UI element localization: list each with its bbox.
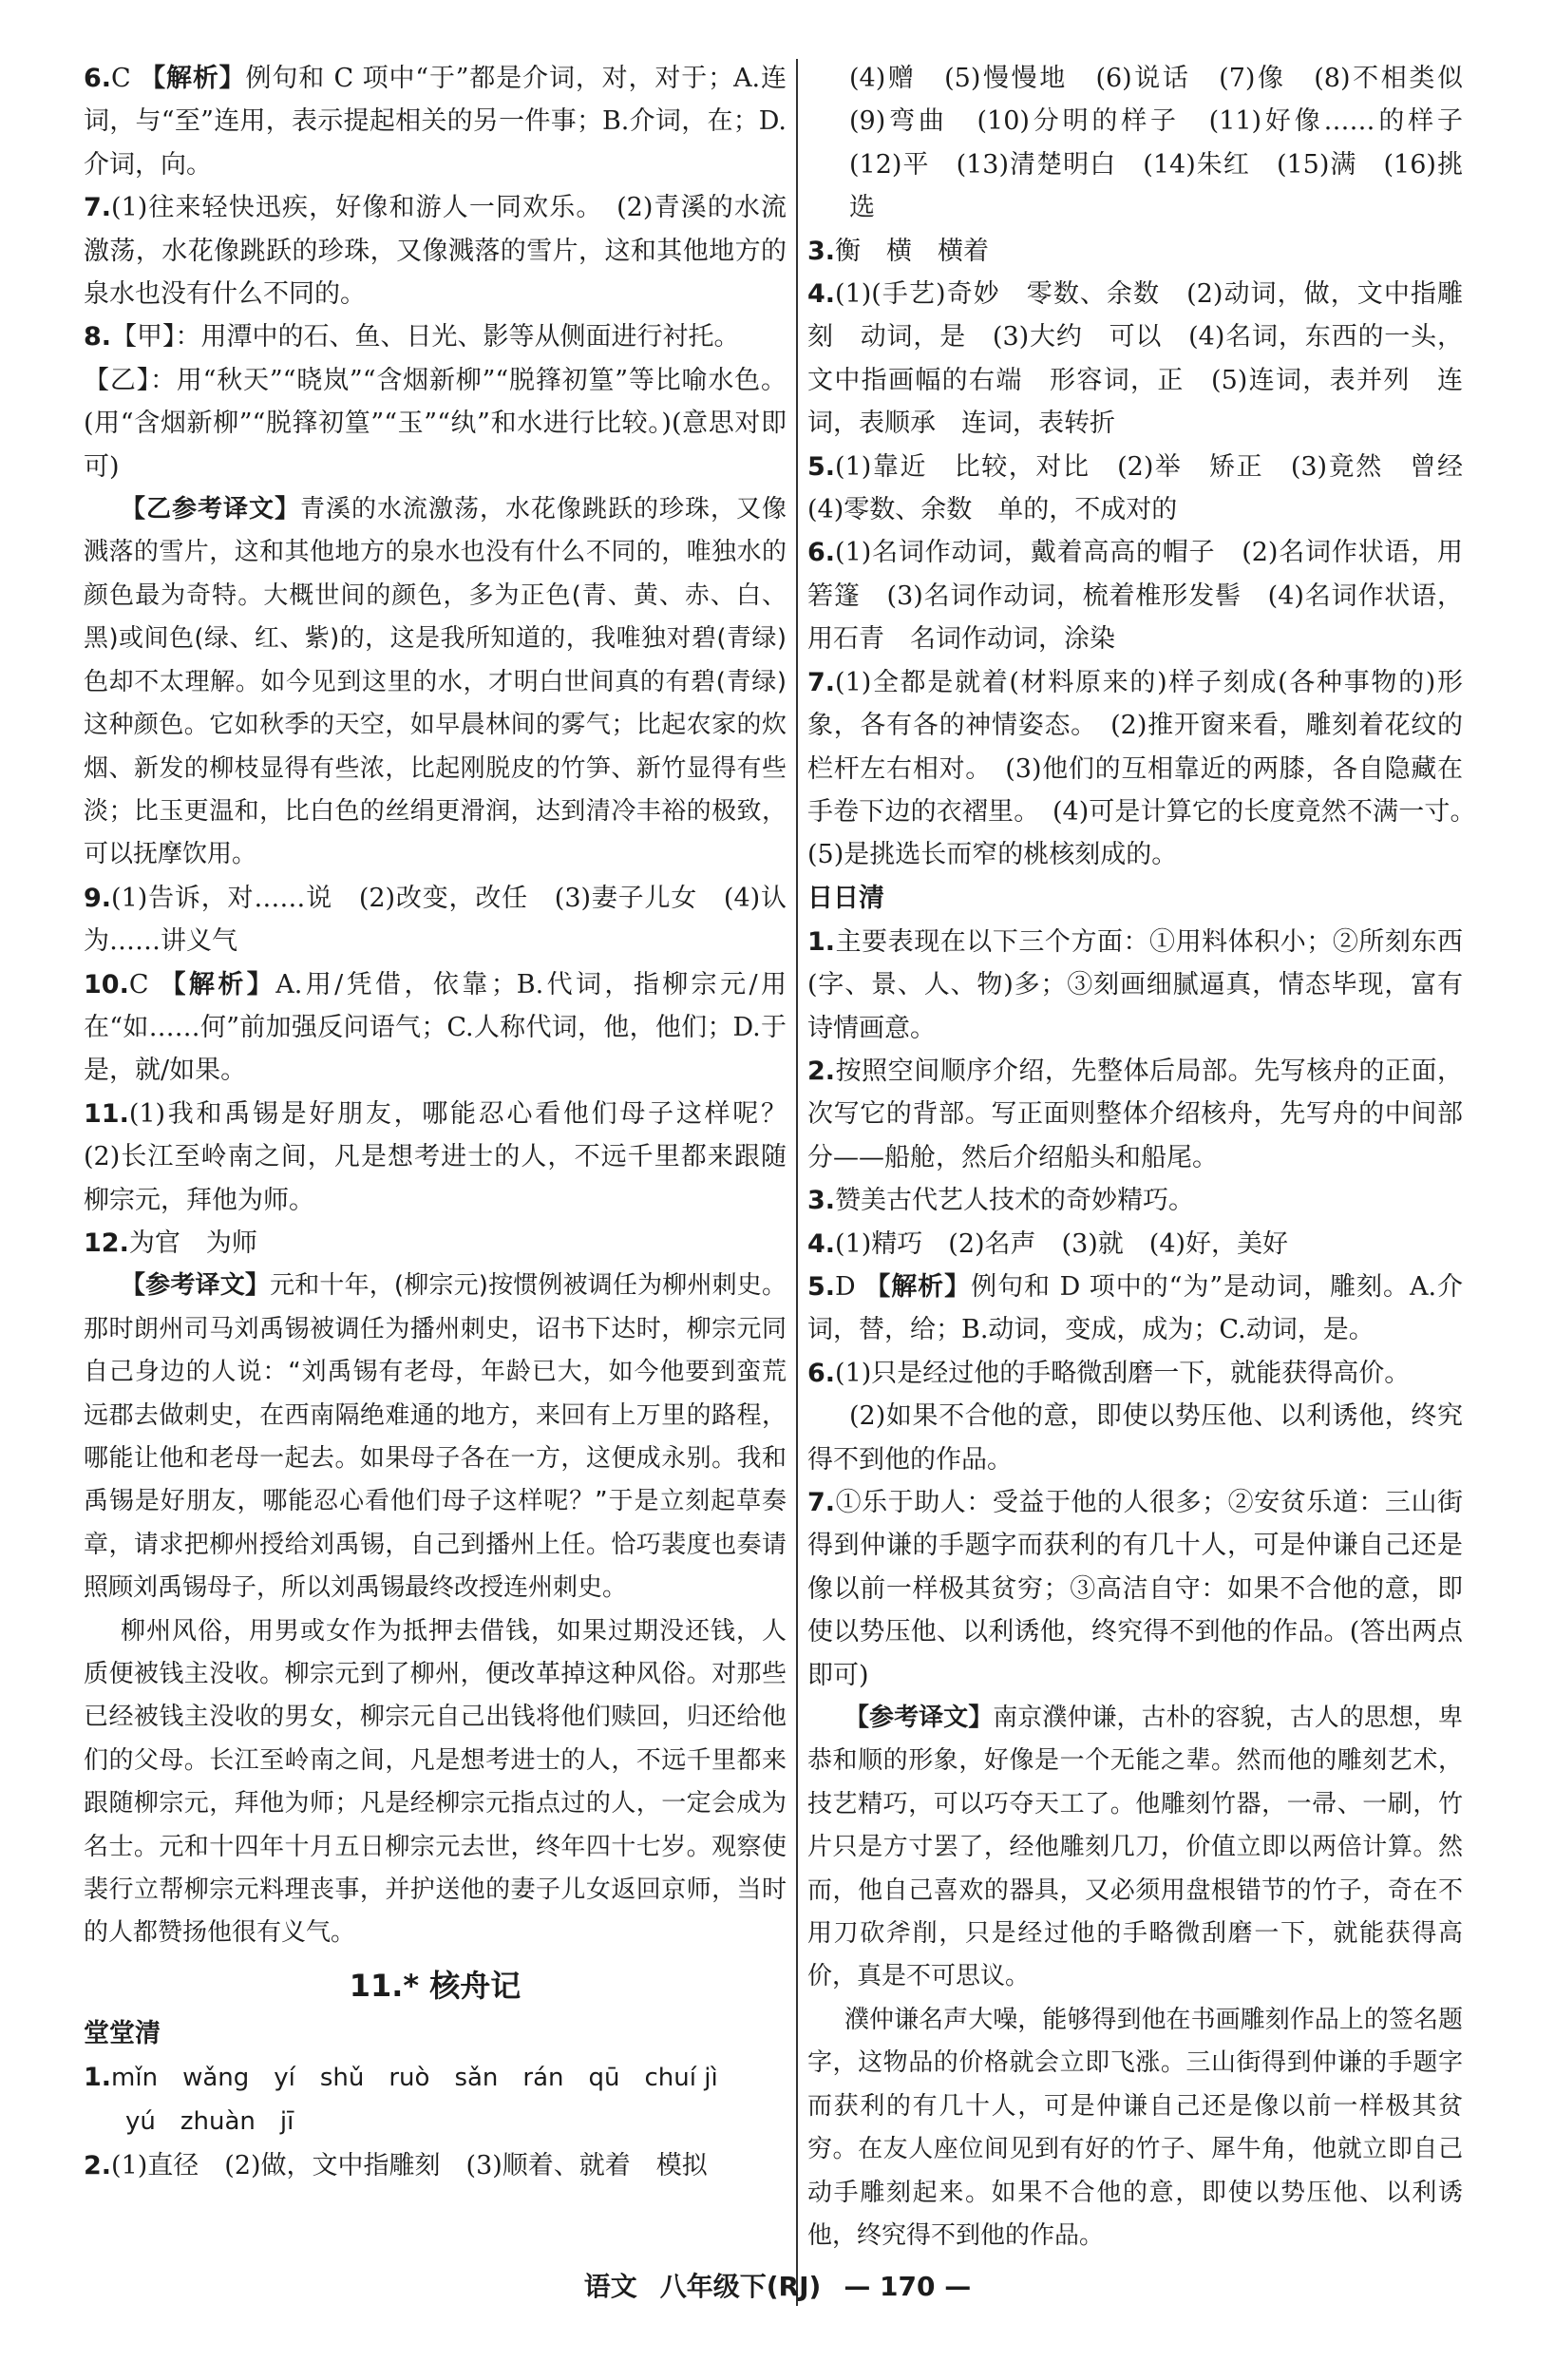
left-column — [84, 57, 812, 2187]
rq-answer-6: 6.(1)只是经过他的手略微刮磨一下，就能获得高价。 (2)如果不合他的意，即使以势压他、以利诱他，终究得不到他的作品。 — [807, 1358, 1463, 1475]
page-footer — [0, 2266, 1555, 2304]
answer-8-yi: 【乙】：用“秋天”“晓岚”“含烟新柳”“脱箨初篁”等比喻水色。(用“含烟新柳”“脱箨初篁”“玉”“纨”和水进行比较。)(意思对即可) — [84, 365, 787, 482]
column-divider — [796, 59, 798, 2306]
answer-10: 10.C 【解析】A.用/凭借，依靠；B.代词，指柳宗元/用在“如……何”前加强反问语气；C.人称代词，他，他们；D.于是，就/如果。 — [84, 969, 787, 1086]
tq-answer-1: 1.mǐn wǎng yí shǔ ruò sǎn rán qū chuí jì yú zhuàn jī — [84, 2062, 718, 2137]
rq-answer-7: 7.①乐于助人：受益于他的人很多；②安贫乐道：三山街得到仲谦的手题字而获利的有几十人，可是仲谦自己还是像以前一样极其贫穷；③高洁自守：如果不合他的意，即使以势压他、以利诱他，终究得不到他的作品。(答出两点即可) — [807, 1488, 1463, 1690]
rq-answer-4: 4.(1)精巧 (2)名声 (3)就 (4)好，美好 — [807, 1228, 1289, 1259]
right-column — [807, 57, 1489, 2257]
answer-6: 6.C 【解析】例句和 C 项中“于”都是介词，对，对于；A.连词，与“至”连用，表示提起相关的另一件事；B.介词，在；D.介词，向。 — [84, 64, 787, 180]
translation-rq-p1: 【参考译文】南京濮仲谦，古朴的容貌，古人的思想，卑恭和顺的形象，好像是一个无能之辈。然而他的雕刻艺术，技艺精巧，可以巧夺天工了。他雕刻竹器，一帚、一刷，竹片只是方寸罢了，经他雕刻几刀，价值立即以两倍计算。然而，他自己喜欢的器具，又必须用盘根错节的竹子，奇在不用刀砍斧削，只是经过他的手略微刮磨一下，就能获得高价，真是不可思议。 — [807, 1704, 1463, 1991]
tq-answer-4: 4.(1)(手艺)奇妙 零数、余数 (2)动词，做，文中指雕刻 动词，是 (3)大约 可以 (4)名词，东西的一头，文中指画幅的右端 形容词，正 (5)连词，表并列 连词，表顺承 连词，表转折 — [807, 279, 1463, 439]
rq-answer-3: 3.赞美古代艺人技术的奇妙精巧。 — [807, 1186, 1195, 1216]
tq-answer-3: 3.衡 横 横着 — [807, 236, 990, 266]
tq-answer-6: 6.(1)名词作动词，戴着高高的帽子 (2)名词作状语，用箬篷 (3)名词作动词，梳着椎形发髻 (4)名词作状语，用石青 名词作动词，涂染 — [807, 538, 1463, 655]
translation-rq-p2: 濮仲谦名声大噪，能够得到他在书画雕刻作品上的签名题字，这物品的价格就会立即飞涨。三山街得到仲谦的手题字而获利的有几十人，可是仲谦自己还是像以前一样极其贫穷。在友人座位间见到有好的竹子、犀牛角，他就立即自己动手雕刻起来。如果不合他的意，即使以势压他、以利诱他，终究得不到他的作品。 — [807, 2005, 1463, 2250]
answer-11: 11.(1)我和禹锡是好朋友，哪能忍心看他们母子这样呢？ (2)长江至岭南之间，凡是想考进士的人，不远千里都来跟随柳宗元，拜他为师。 — [84, 1098, 812, 1215]
answer-9: 9.(1)告诉，对……说 (2)改变，改任 (3)妻子儿女 (4)认为……讲义气 — [84, 883, 787, 957]
answer-12: 12.为官 为师 — [84, 1228, 257, 1258]
answer-8: 8.【甲】：用潭中的石、鱼、日光、影等从侧面进行衬托。 【乙】：用“秋天”“晓岚”“含烟新柳”“脱箨初篁”等比喻水色。(用“含烟新柳”“脱箨初篁”“玉”“纨”和水进行比较。)(意思对即可) — [84, 322, 787, 482]
ririqing-heading: 日日清 — [807, 883, 884, 913]
footer-subject: 语文 — [583, 2271, 637, 2302]
tq-answer-2-continued: (4)赠 (5)慢慢地 (6)说话 (7)像 (8)不相类似 (9)弯曲 (10)分明的样子 (11)好像……的样子 (12)平 (13)清楚明白 (14)朱红 (15)满 (16)挑选 — [849, 64, 1489, 223]
tq-answer-5: 5.(1)靠近 比较，对比 (2)举 矫正 (3)竟然 曾经 (4)零数、余数 单的，不成对的 — [807, 451, 1489, 525]
rq-answer-5: 5.D 【解析】例句和 D 项中的“为”是动词，雕刻。A.介词，替，给；B.动词，变成，成为；C.动词，是。 — [807, 1271, 1464, 1345]
tq-answer-2: 2.(1)直径 (2)做，文中指雕刻 (3)顺着、就着 模拟 — [84, 2150, 708, 2180]
answer-7: 7.(1)往来轻快迅疾，好像和游人一同欢乐。 (2)青溪的水流激荡，水花像跳跃的珍珠，又像溅落的雪片，这和其他地方的泉水也没有什么不同的。 — [84, 193, 787, 310]
rq-answer-2: 2.按照空间顺序介绍，先整体后局部。先写核舟的正面，次写它的背部。写正面则整体介绍核舟，先写舟的中间部分——船舱，然后介绍船头和船尾。 — [807, 1056, 1463, 1172]
tq-answer-7: 7.(1)全都是就着(材料原来的)样子刻成(各种事物的)形象，各有各的神情姿态。 (2)推开窗来看，雕刻着花纹的栏杆左右相对。 (3)他们的互相靠近的两膝，各自隐藏在手卷下边的衣褶里。 (4)可是计算它的长度竟然不满一寸。 (5)是挑选长而窄的桃核刻成的。 — [807, 667, 1489, 870]
footer-grade: 八年级下(RJ) — [659, 2271, 822, 2302]
tangtangqing-heading: 堂堂清 — [84, 2018, 161, 2048]
yi-translation: 【乙参考译文】青溪的水流激荡，水花像跳跃的珍珠，又像溅落的雪片，这和其他地方的泉水也没有什么不同的，唯独水的颜色最为奇特。大概世间的颜色，多为正色(青、黄、赤、白、黑)或间色(绿、红、紫)的，这是我所知道的，我唯独对碧(青绿)色却不太理解。如今见到这里的水，才明白世间真的有碧(青绿)这种颜色。它如秋季的天空，如早晨林间的雾气；比起农家的炊烟、新发的柳枝显得有些浓，比起刚脱皮的竹笋、新竹显得有些淡；比玉更温和，比白色的丝绢更滑润，达到清冷丰裕的极致，可以抚摩饮用。 — [84, 495, 787, 869]
translation-12-p1: 【参考译文】元和十年，(柳宗元)按惯例被调任为柳州刺史。那时朗州司马刘禹锡被调任为播州刺史，诏书下达时，柳宗元同自己身边的人说：“刘禹锡有老母，年龄已大，如今他要到蛮荒远郡去做刺史，在西南隔绝难通的地方，来回有上万里的路程，哪能让他和老母一起去。如果母子各在一方，这便成永别。我和禹锡是好朋友，哪能忍心看他们母子这样呢？”于是立刻起草奏章，请求把柳州授给刘禹锡，自己到播州上任。恰巧裴度也奏请照顾刘禹锡母子，所以刘禹锡最终改授连州刺史。 — [84, 1271, 787, 1603]
rq-answer-1: 1.主要表现在以下三个方面：①用料体积小；②所刻东西(字、景、人、物)多；③刻画细腻逼真，情态毕现，富有诗情画意。 — [807, 926, 1463, 1043]
section-title: 11.* 核舟记 — [349, 1967, 521, 2004]
page-number: — 170 — — [844, 2271, 972, 2302]
translation-12-p2: 柳州风俗，用男或女作为抵押去借钱，如果过期没还钱，人质便被钱主没收。柳宗元到了柳州，便改革掉这种风俗。对那些已经被钱主没收的男女，柳宗元自己出钱将他们赎回，归还给他们的父母。长江至岭南之间，凡是想考进士的人，不远千里都来跟随柳宗元，拜他为师；凡是经柳宗元指点过的人，一定会成为名士。元和十四年十月五日柳宗元去世，终年四十七岁。观察使裴行立帮柳宗元料理丧事，并护送他的妻子儿女返回京师，当时的人都赞扬他很有义气。 — [84, 1616, 787, 1948]
